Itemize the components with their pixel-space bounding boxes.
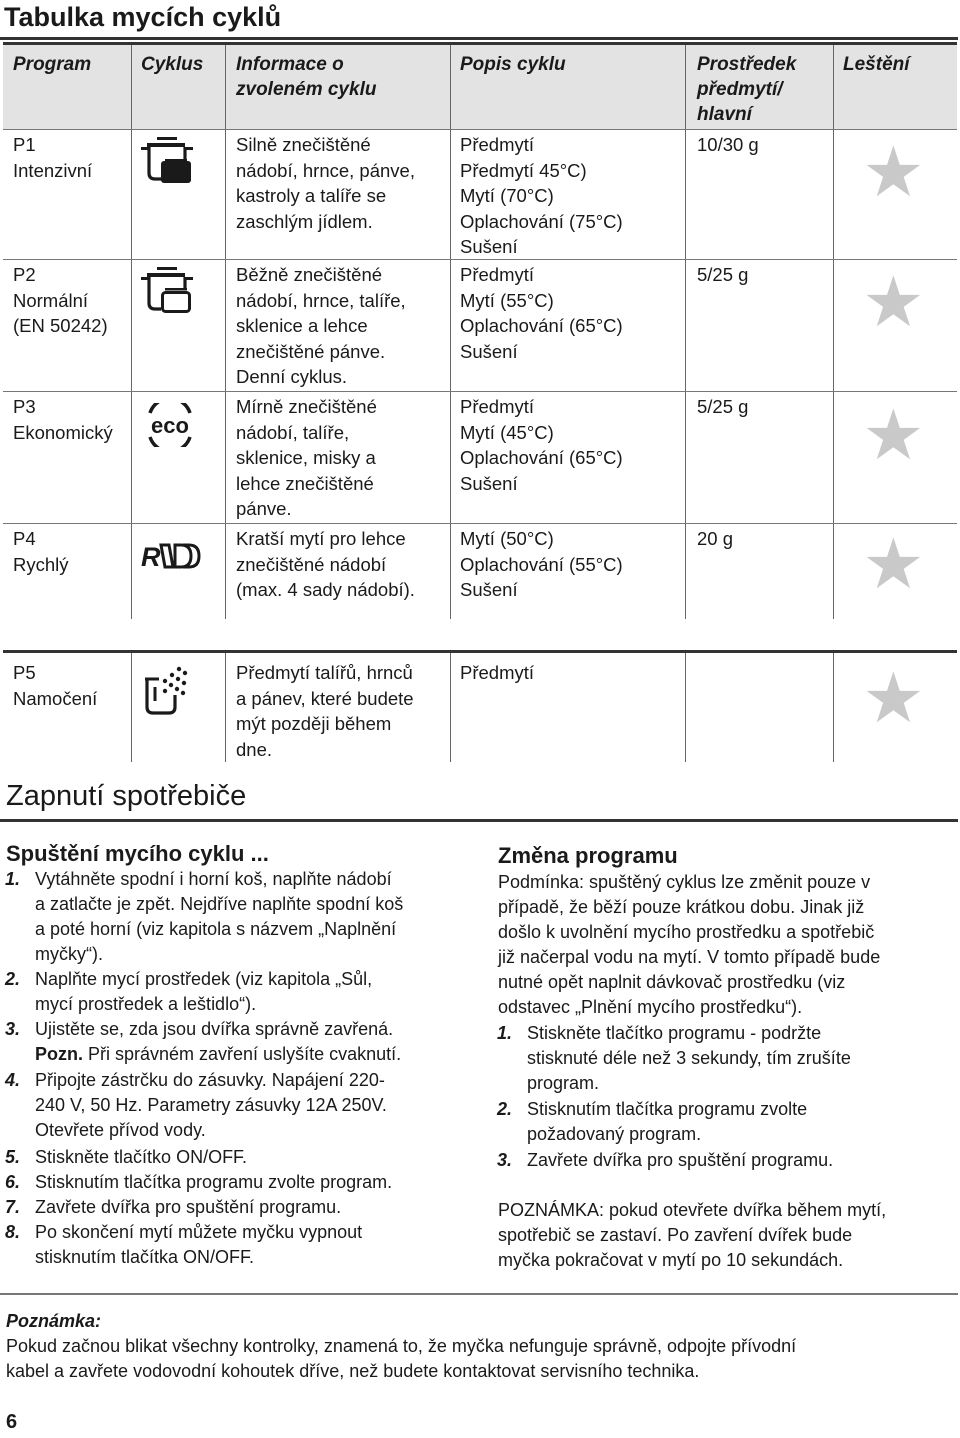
list-item: 1. Stiskněte tlačítko programu - podržte stisknuté déle než 3 sekundy, tím zrušíte program. (497, 1023, 851, 1093)
program-table (3, 42, 957, 619)
list-item: 8. Po skončení mytí můžete myčku vypnout stisknutím tlačítka ON/OFF. (5, 1222, 363, 1267)
list-item: 7. Zavřete dvířka pro spuštění programu. (5, 1197, 342, 1217)
row3-program: P3 Ekonomický (13, 396, 113, 443)
row5-description: Předmytí (460, 662, 535, 683)
title-rule (0, 37, 958, 40)
star-icon: ★ (862, 657, 925, 739)
row2-info: Běžně znečištěné nádobí, hrnce, talíře, sklenice a lehce znečištěné pánve. Denní cyklus. (236, 264, 406, 388)
row1-detergent: 10/30 g (697, 134, 759, 155)
section-title: Zapnutí spotřebiče (6, 780, 247, 812)
soak-table (3, 650, 957, 762)
row5-info: Předmytí talířů, hrnců a pánev, které budete mýt později během dne. (236, 662, 414, 760)
page-title: Tabulka mycích cyklů (4, 2, 282, 32)
row4-description: Mytí (50°C) Oplachování (55°C) Sušení (460, 528, 623, 601)
star-icon: ★ (862, 523, 925, 605)
row1-description: Předmytí Předmytí 45°C) Mytí (70°C) Oplachování (75°C) Sušení (460, 134, 623, 258)
footnote-rule (0, 1293, 958, 1295)
soak-icon (141, 665, 191, 726)
list-item: 6. Stisknutím tlačítka programu zvolte program. (5, 1172, 393, 1192)
row5-program: P5 Namočení (13, 662, 98, 709)
list-item: 2. Naplňte mycí prostředek (viz kapitola „Sůl, mycí prostředek a leštidlo“). (5, 969, 373, 1014)
header-rinse-aid: Leštění (843, 54, 910, 75)
list-item: 1. Vytáhněte spodní i horní koš, naplňte nádobí a zatlačte je zpět. Nejdříve naplňte spodní koš a poté horní (viz kapitola s názvem „Naplnění myčky“). (5, 869, 404, 964)
row1-info: Silně znečištěné nádobí, hrnce, pánve, kastroly a talíře se zaschlým jídlem. (236, 134, 415, 232)
start-cycle-heading: Spuštění mycího cyklu ... (6, 841, 269, 866)
header-program: Program (13, 54, 92, 75)
row4-detergent: 20 g (697, 528, 734, 549)
change-program-intro: Podmínka: spuštěný cyklus lze změnit pouze v případě, že běží pouze krátkou dobu. Jinak již došlo k uvolnění mycího prostředku a spotřebič již načerpal vodu na mytí. V tomto případě bude nutné opět naplnit dávkovač prostředku (viz odstavec „Plnění mycího prostředku“). (498, 872, 881, 1017)
footnote-text: Pokud začnou blikat všechny kontrolky, znamená to, že myčka nefunguje správně, odpojte přívodní kabel a zavřete vodovodní kohoutek dříve, než budete kontaktovat servisního technika. (6, 1336, 797, 1381)
rapid-icon (139, 541, 201, 576)
star-icon: ★ (862, 131, 925, 213)
star-icon: ★ (862, 261, 925, 343)
row2-detergent: 5/25 g (697, 264, 749, 285)
pot-pan-normal-icon (141, 267, 193, 330)
header-cycle: Cyklus (141, 54, 204, 75)
row4-info: Kratší mytí pro lehce znečištěné nádobí (max. 4 sady nádobí). (236, 528, 415, 601)
svg-text:R: R (141, 542, 160, 571)
eco-icon (141, 403, 199, 452)
list-item: 3. Ujistěte se, zda jsou dvířka správně zavřená. (5, 1019, 394, 1039)
pot-pan-heavy-icon (141, 137, 193, 200)
page-number: 6 (6, 1411, 18, 1433)
row2-description: Předmytí Mytí (55°C) Oplachování (65°C) Sušení (460, 264, 623, 362)
list-item: 5. Stiskněte tlačítko ON/OFF. (5, 1147, 248, 1167)
row3-description: Předmytí Mytí (45°C) Oplachování (65°C) Sušení (460, 396, 623, 494)
list-item: 2. Stisknutím tlačítka programu zvolte požadovaný program. (497, 1099, 808, 1144)
header-description: Popis cyklu (460, 54, 566, 75)
header-info: Informace o zvoleném cyklu (236, 54, 377, 100)
list-item: 3. Zavřete dvířka pro spuštění programu. (497, 1150, 834, 1170)
header-detergent: Prostředek předmytí/ hlavní (697, 54, 797, 125)
svg-text:eco: eco (151, 413, 189, 438)
row4-program: P4 Rychlý (13, 528, 69, 575)
list-item: 4. Připojte zástrčku do zásuvky. Napájení 220- 240 V, 50 Hz. Parametry zásuvky 12A 250V. Otevřete přívod vody. (5, 1070, 387, 1140)
star-icon: ★ (862, 394, 925, 476)
row3-detergent: 5/25 g (697, 396, 749, 417)
change-program-heading: Změna programu (498, 843, 678, 868)
row1-program: P1 Intenzivní (13, 134, 93, 181)
section-rule (0, 819, 958, 822)
row2-program: P2 Normální (EN 50242) (13, 264, 108, 337)
list-item-note: Pozn. Při správném zavření uslyšíte cvaknutí. (35, 1044, 402, 1064)
row3-info: Mírně znečištěné nádobí, talíře, sklenice, misky a lehce znečištěné pánve. (236, 396, 377, 520)
footnote-label: Poznámka: (6, 1311, 102, 1331)
change-program-note: POZNÁMKA: pokud otevřete dvířka během mytí, spotřebič se zastaví. Po zavření dvířek bude myčka pokračovat v mytí po 10 sekundách. (498, 1200, 887, 1270)
